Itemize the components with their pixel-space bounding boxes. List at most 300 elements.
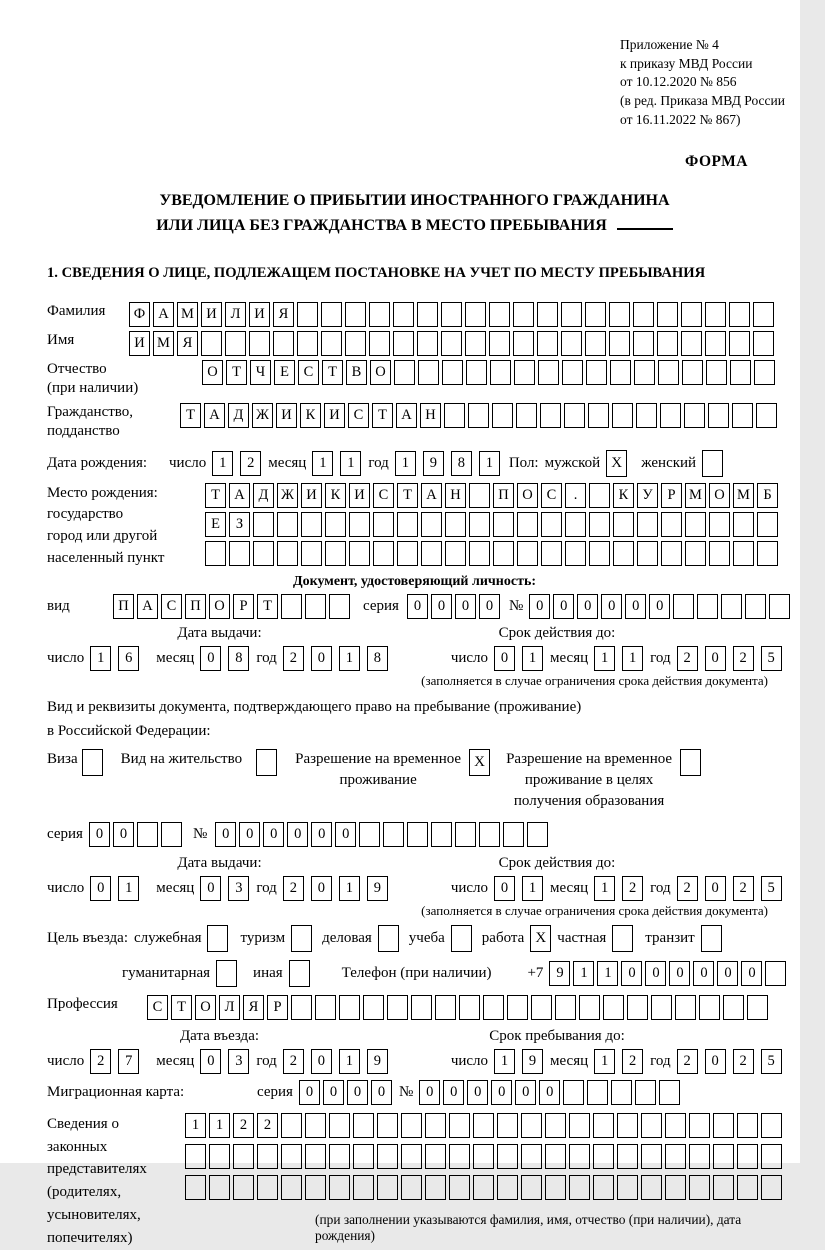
char-cell: И xyxy=(349,483,370,508)
sex-female-checkbox xyxy=(702,450,723,477)
char-cell: 5 xyxy=(761,646,782,671)
char-cell xyxy=(579,995,600,1020)
char-cell: 1 xyxy=(479,451,500,476)
char-cell xyxy=(761,1144,782,1169)
citizenship-label-line1: Гражданство, xyxy=(47,403,134,420)
char-cell xyxy=(349,541,370,566)
char-cell xyxy=(301,541,322,566)
char-cell xyxy=(517,541,538,566)
char-cell: О xyxy=(202,360,223,385)
char-cell xyxy=(563,1080,584,1105)
char-cell xyxy=(730,360,751,385)
char-cell xyxy=(641,1113,662,1138)
char-cell xyxy=(394,360,415,385)
char-cell xyxy=(513,331,534,356)
char-cell: 0 xyxy=(311,876,332,901)
citizenship-row xyxy=(47,403,782,442)
char-cell: 0 xyxy=(669,961,690,986)
char-cell: 0 xyxy=(577,594,598,619)
char-cell xyxy=(713,1113,734,1138)
char-cell xyxy=(479,822,500,847)
char-cell: 0 xyxy=(443,1080,464,1105)
char-cell xyxy=(449,1113,470,1138)
stay-issue-year-cells xyxy=(283,876,395,901)
char-cell: 0 xyxy=(89,822,110,847)
char-cell xyxy=(469,483,490,508)
temp-residence-label-line: Разрешение на временное xyxy=(295,750,462,767)
char-cell xyxy=(249,331,270,356)
char-cell xyxy=(610,360,631,385)
purpose-official-checkbox xyxy=(207,925,228,952)
char-cell xyxy=(233,1144,254,1169)
char-cell xyxy=(697,594,718,619)
surname-label: Фамилия xyxy=(47,302,106,319)
char-cell: 0 xyxy=(200,876,221,901)
stay-valid-year-cells xyxy=(677,876,789,901)
valid-until-header: Срок действия до: xyxy=(498,624,616,641)
migration-card-label: Миграционная карта: xyxy=(47,1083,185,1100)
char-cell xyxy=(516,403,537,428)
char-cell: Т xyxy=(322,360,343,385)
char-cell: Р xyxy=(267,995,288,1020)
char-cell: 1 xyxy=(185,1113,206,1138)
stay-issue-header: Дата выдачи: xyxy=(177,854,262,871)
char-cell xyxy=(425,1144,446,1169)
legal-reps-cells-row2 xyxy=(185,1144,785,1169)
char-cell: Е xyxy=(274,360,295,385)
char-cell: 2 xyxy=(622,1049,643,1074)
char-cell xyxy=(613,512,634,537)
char-cell xyxy=(513,302,534,327)
temp-residence-checkbox: X xyxy=(469,749,490,776)
char-cell xyxy=(689,1175,710,1200)
identity-dates-headers xyxy=(47,625,782,642)
phone-prefix: +7 xyxy=(527,964,544,981)
entry-date-header: Дата въезда: xyxy=(179,1027,260,1044)
char-cell: 0 xyxy=(431,594,452,619)
char-cell: А xyxy=(396,403,417,428)
temp-residence-label-line: проживание xyxy=(339,771,417,788)
char-cell: 0 xyxy=(553,594,574,619)
issue-month-label: месяц xyxy=(156,649,195,666)
char-cell: 0 xyxy=(601,594,622,619)
validity-note: (заполняется в случае ограничения срока действия документа) xyxy=(421,672,768,688)
char-cell: 7 xyxy=(118,1049,139,1074)
char-cell: Т xyxy=(372,403,393,428)
entry-day-cells xyxy=(90,1049,146,1074)
stay-until-year-cells xyxy=(677,1049,789,1074)
char-cell: Ж xyxy=(252,403,273,428)
char-cell xyxy=(721,594,742,619)
issue-day-cells xyxy=(90,646,146,671)
char-cell xyxy=(637,512,658,537)
char-cell: 0 xyxy=(215,822,236,847)
char-cell xyxy=(757,541,778,566)
char-cell xyxy=(705,302,726,327)
profession-cells xyxy=(147,995,771,1020)
issue-year-cells xyxy=(283,646,395,671)
char-cell: Ч xyxy=(250,360,271,385)
char-cell: 0 xyxy=(455,594,476,619)
char-cell xyxy=(321,331,342,356)
annex-note-line: (в ред. Приказа МВД России xyxy=(620,92,785,108)
legal-reps-block xyxy=(47,1113,782,1250)
char-cell: О xyxy=(709,483,730,508)
char-cell: 1 xyxy=(90,646,111,671)
char-cell xyxy=(665,1113,686,1138)
purpose-other-checkbox xyxy=(289,960,310,987)
char-cell xyxy=(441,331,462,356)
char-cell: 2 xyxy=(257,1113,278,1138)
char-cell xyxy=(641,1144,662,1169)
char-cell xyxy=(729,302,750,327)
char-cell xyxy=(321,302,342,327)
char-cell xyxy=(315,995,336,1020)
char-cell: 2 xyxy=(733,876,754,901)
char-cell xyxy=(281,1113,302,1138)
char-cell xyxy=(421,541,442,566)
char-cell xyxy=(369,302,390,327)
char-cell: С xyxy=(348,403,369,428)
char-cell xyxy=(706,360,727,385)
char-cell: 5 xyxy=(761,1049,782,1074)
option-temp-residence-label xyxy=(295,749,461,791)
char-cell xyxy=(709,512,730,537)
stay-dates-headers xyxy=(47,855,782,872)
char-cell xyxy=(497,1144,518,1169)
char-cell xyxy=(636,403,657,428)
char-cell: 1 xyxy=(597,961,618,986)
stay-issue-day-label: число xyxy=(47,879,85,896)
char-cell: 9 xyxy=(367,1049,388,1074)
char-cell: 1 xyxy=(339,646,360,671)
birth-place-label-line: государство xyxy=(47,506,124,523)
char-cell: М xyxy=(685,483,706,508)
char-cell: 0 xyxy=(494,646,515,671)
stay-valid-day-cells xyxy=(494,876,550,901)
char-cell xyxy=(537,302,558,327)
char-cell: А xyxy=(421,483,442,508)
purpose-humanitarian-checkbox xyxy=(216,960,237,987)
char-cell: А xyxy=(204,403,225,428)
char-cell xyxy=(593,1113,614,1138)
document-title xyxy=(47,189,782,239)
name-label: Имя xyxy=(47,331,75,348)
char-cell xyxy=(359,822,380,847)
char-cell xyxy=(401,1144,422,1169)
char-cell xyxy=(393,331,414,356)
legal-reps-cells-row1 xyxy=(185,1113,785,1138)
stay-valid-month-cells xyxy=(594,876,650,901)
birth-place-label xyxy=(47,483,205,570)
char-cell: 0 xyxy=(494,876,515,901)
birth-place-cells-row1 xyxy=(205,483,781,508)
char-cell xyxy=(465,302,486,327)
issue-day-label: число xyxy=(47,649,85,666)
char-cell xyxy=(397,512,418,537)
char-cell xyxy=(569,1144,590,1169)
legal-reps-label xyxy=(47,1113,185,1250)
char-cell: О xyxy=(517,483,538,508)
char-cell xyxy=(473,1144,494,1169)
char-cell: И xyxy=(201,302,222,327)
form-word: ФОРМА xyxy=(684,153,748,171)
char-cell xyxy=(345,302,366,327)
char-cell xyxy=(753,331,774,356)
char-cell: 0 xyxy=(705,876,726,901)
patronymic-row xyxy=(47,360,782,399)
char-cell xyxy=(229,541,250,566)
char-cell xyxy=(689,1113,710,1138)
purpose-tourism-checkbox xyxy=(291,925,312,952)
char-cell: И xyxy=(301,483,322,508)
title-line-2: ИЛИ ЛИЦА БЕЗ ГРАЖДАНСТВА В МЕСТО ПРЕБЫВАНИЯ xyxy=(156,216,607,234)
char-cell xyxy=(373,512,394,537)
migration-number-cells xyxy=(419,1080,683,1105)
char-cell xyxy=(466,360,487,385)
char-cell xyxy=(281,1144,302,1169)
migration-number-label: № xyxy=(398,1083,414,1100)
temp-residence-education-checkbox xyxy=(680,749,701,776)
entry-day-label: число xyxy=(47,1052,85,1069)
char-cell xyxy=(540,403,561,428)
char-cell xyxy=(489,331,510,356)
char-cell xyxy=(363,995,384,1020)
char-cell xyxy=(613,541,634,566)
char-cell xyxy=(503,822,524,847)
purpose-transit-checkbox xyxy=(701,925,722,952)
char-cell xyxy=(684,403,705,428)
char-cell: 9 xyxy=(549,961,570,986)
char-cell: 1 xyxy=(594,1049,615,1074)
legal-reps-label-line: (родителях, xyxy=(47,1184,122,1201)
char-cell: 2 xyxy=(677,876,698,901)
birth-place-label-line: населенный пункт xyxy=(47,549,165,566)
char-cell xyxy=(469,541,490,566)
char-cell: 1 xyxy=(573,961,594,986)
char-cell xyxy=(417,302,438,327)
doc-series-label: серия xyxy=(363,597,399,614)
stay-until-day-label: число xyxy=(450,1052,489,1069)
char-cell xyxy=(713,1175,734,1200)
char-cell xyxy=(297,302,318,327)
char-cell xyxy=(633,302,654,327)
char-cell xyxy=(564,403,585,428)
char-cell: 2 xyxy=(733,646,754,671)
char-cell xyxy=(617,1113,638,1138)
stay-doc-line2: в Российской Федерации: xyxy=(47,722,211,739)
purpose-study-label: учеба xyxy=(408,929,445,946)
char-cell: 0 xyxy=(311,822,332,847)
stay-valid-year-label: год xyxy=(650,879,671,896)
profession-row xyxy=(47,995,782,1020)
char-cell xyxy=(401,1113,422,1138)
char-cell xyxy=(633,331,654,356)
stay-valid-month-label: месяц xyxy=(550,879,589,896)
char-cell xyxy=(685,541,706,566)
char-cell: 1 xyxy=(594,876,615,901)
char-cell xyxy=(301,512,322,537)
char-cell xyxy=(589,512,610,537)
char-cell xyxy=(161,822,182,847)
char-cell xyxy=(659,1080,680,1105)
char-cell xyxy=(277,541,298,566)
char-cell xyxy=(377,1113,398,1138)
stay-valid-header: Срок действия до: xyxy=(498,854,616,871)
birth-day-cells xyxy=(212,451,268,476)
stay-valid-day-label: число xyxy=(450,879,489,896)
char-cell xyxy=(545,1175,566,1200)
char-cell xyxy=(329,594,350,619)
char-cell xyxy=(305,1113,326,1138)
birth-place-block xyxy=(47,483,782,570)
patronymic-cells xyxy=(202,360,778,385)
char-cell xyxy=(455,822,476,847)
char-cell xyxy=(421,512,442,537)
char-cell xyxy=(569,1113,590,1138)
char-cell xyxy=(373,541,394,566)
char-cell xyxy=(397,541,418,566)
birth-month-cells xyxy=(312,451,368,476)
char-cell xyxy=(185,1175,206,1200)
option-temp-residence-education xyxy=(506,749,701,812)
char-cell xyxy=(492,403,513,428)
char-cell: Р xyxy=(233,594,254,619)
char-cell xyxy=(531,995,552,1020)
char-cell xyxy=(514,360,535,385)
entry-purpose-row xyxy=(47,925,782,952)
sex-male-checkbox: X xyxy=(606,450,627,477)
char-cell xyxy=(353,1144,374,1169)
char-cell xyxy=(681,302,702,327)
birth-place-label-line: город или другой xyxy=(47,528,158,545)
char-cell: Н xyxy=(420,403,441,428)
identity-doc-row xyxy=(47,594,782,619)
char-cell xyxy=(473,1175,494,1200)
char-cell xyxy=(589,483,610,508)
char-cell: 1 xyxy=(494,1049,515,1074)
stay-until-year-label: год xyxy=(650,1052,671,1069)
char-cell: Я xyxy=(243,995,264,1020)
char-cell xyxy=(713,1144,734,1169)
char-cell xyxy=(609,302,630,327)
char-cell: 9 xyxy=(522,1049,543,1074)
section-1-heading: 1. СВЕДЕНИЯ О ЛИЦЕ, ПОДЛЕЖАЩЕМ ПОСТАНОВКЕ НА УЧЕТ ПО МЕСТУ ПРЕБЫВАНИЯ xyxy=(47,264,706,281)
stay-series-label: серия xyxy=(47,825,83,842)
char-cell: О xyxy=(370,360,391,385)
char-cell: 0 xyxy=(621,961,642,986)
valid-month-label: месяц xyxy=(550,649,589,666)
option-temp-residence-education-label xyxy=(506,749,672,812)
char-cell xyxy=(737,1113,758,1138)
char-cell: 1 xyxy=(339,1049,360,1074)
char-cell: Т xyxy=(257,594,278,619)
char-cell xyxy=(634,360,655,385)
citizenship-cells xyxy=(180,403,780,428)
purpose-work-label: работа xyxy=(481,929,525,946)
char-cell xyxy=(708,403,729,428)
char-cell xyxy=(205,541,226,566)
char-cell xyxy=(665,1144,686,1169)
char-cell xyxy=(353,1175,374,1200)
char-cell: О xyxy=(209,594,230,619)
stay-issue-day-cells xyxy=(90,876,146,901)
char-cell: Т xyxy=(205,483,226,508)
char-cell xyxy=(756,403,777,428)
char-cell xyxy=(657,331,678,356)
char-cell xyxy=(737,1144,758,1169)
char-cell: 0 xyxy=(90,876,111,901)
migration-card-row xyxy=(47,1080,782,1105)
char-cell xyxy=(732,403,753,428)
char-cell xyxy=(209,1175,230,1200)
char-cell xyxy=(209,1144,230,1169)
legal-reps-label-line: Сведения о xyxy=(47,1115,119,1132)
char-cell: 2 xyxy=(240,451,261,476)
char-cell: 9 xyxy=(423,451,444,476)
char-cell: И xyxy=(276,403,297,428)
char-cell xyxy=(201,331,222,356)
char-cell: М xyxy=(153,331,174,356)
stay-until-month-cells xyxy=(594,1049,650,1074)
char-cell xyxy=(490,360,511,385)
residence-permit-checkbox xyxy=(256,749,277,776)
stay-issue-month-label: месяц xyxy=(156,879,195,896)
char-cell xyxy=(305,1144,326,1169)
char-cell: И xyxy=(129,331,150,356)
char-cell xyxy=(765,961,786,986)
char-cell xyxy=(761,1113,782,1138)
char-cell xyxy=(603,995,624,1020)
char-cell xyxy=(641,1175,662,1200)
purpose-private-checkbox xyxy=(612,925,633,952)
issue-year-label: год xyxy=(256,649,277,666)
temp-residence-edu-label-line: проживание в целях xyxy=(524,771,654,788)
char-cell: 0 xyxy=(529,594,550,619)
char-cell: 0 xyxy=(741,961,762,986)
char-cell: 2 xyxy=(622,876,643,901)
purpose-business-label: деловая xyxy=(322,929,372,946)
char-cell xyxy=(660,403,681,428)
char-cell xyxy=(473,1113,494,1138)
char-cell: 8 xyxy=(451,451,472,476)
char-cell: 0 xyxy=(239,822,260,847)
char-cell: М xyxy=(733,483,754,508)
entry-purpose-label: Цель въезда: xyxy=(47,929,128,946)
stay-dates-row xyxy=(47,876,782,901)
char-cell xyxy=(469,512,490,537)
identity-dates-row xyxy=(47,646,782,671)
char-cell xyxy=(521,1144,542,1169)
char-cell xyxy=(305,594,326,619)
char-cell xyxy=(521,1113,542,1138)
char-cell xyxy=(737,1175,758,1200)
char-cell xyxy=(745,594,766,619)
char-cell: Т xyxy=(397,483,418,508)
title-line-1: УВЕДОМЛЕНИЕ О ПРИБЫТИИ ИНОСТРАННОГО ГРАЖДАНИНА xyxy=(159,192,670,210)
option-visa xyxy=(47,749,103,776)
char-cell: 0 xyxy=(263,822,284,847)
char-cell xyxy=(541,512,562,537)
char-cell: 0 xyxy=(299,1080,320,1105)
char-cell xyxy=(665,1175,686,1200)
annex-note-line: от 16.11.2022 № 867) xyxy=(620,111,741,127)
char-cell: 2 xyxy=(677,1049,698,1074)
patronymic-label xyxy=(47,360,202,399)
char-cell: Е xyxy=(205,512,226,537)
purpose-other-label: иная xyxy=(253,964,283,981)
char-cell xyxy=(753,302,774,327)
